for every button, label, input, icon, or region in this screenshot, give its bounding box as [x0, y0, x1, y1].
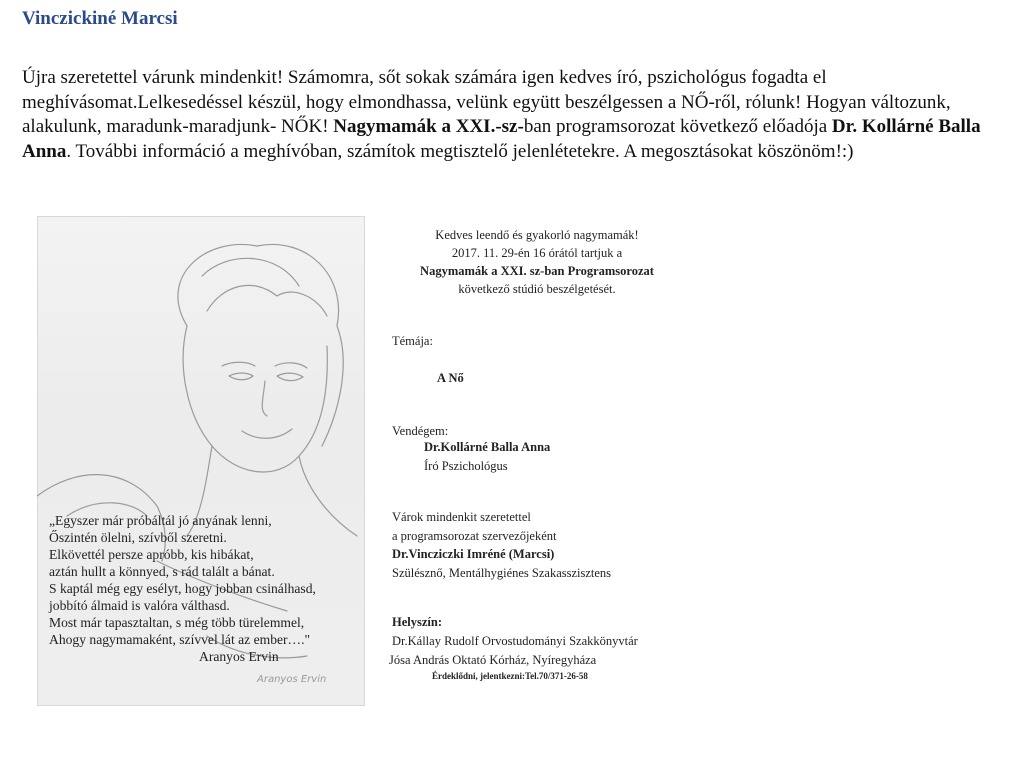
contact-text: Érdeklődni, jelentkezni:Tel.70/371-26-58 — [432, 671, 588, 681]
poem-line: Ahogy nagymamaként, szívvel lát az ember…." — [49, 632, 311, 647]
post-bold-guest: Dr. Kollárné Balla Anna — [22, 116, 981, 162]
guest-role: Író Pszichológus — [424, 459, 508, 473]
date-line: 2017. 11. 29-én 16 órától tartjuk a — [451, 246, 623, 260]
post-text-part2: ban programsorozat következő előadója — [523, 116, 832, 137]
contact-line — [432, 671, 588, 681]
poem-line: Most már tapasztaltan, s még több türelemmel, — [49, 615, 305, 630]
organizer-text: Dr.Vincziczki Imréné (Marcsi) — [392, 547, 555, 561]
series-title — [392, 262, 682, 280]
guest-label: Vendégem: — [392, 424, 449, 438]
organizer-role: Szülésznő, Mentálhygiénes Szakasszisztens — [392, 566, 612, 580]
poem — [49, 512, 359, 665]
post-text-part3: . További információ a meghívóban, számítok megtisztelő jelenlétetekre. A megosztásokat köszönöm!:) — [66, 140, 854, 162]
venue-line-2: Jósa András Oktató Kórház, Nyíregyháza — [389, 653, 597, 667]
poem-line: jobbító álmaid is valóra válthasd. — [49, 598, 230, 613]
poem-line: „Egyszer már próbáltál jó anyának lenni, — [49, 513, 272, 528]
invitation-image[interactable] — [37, 216, 677, 706]
venue-line-1: Dr.Kállay Rudolf Orvostudományi Szakkönyvtár — [392, 634, 638, 648]
topic — [437, 371, 464, 386]
post-text-part1: Újra szeretettel várunk mindenkit! Számomra, sőt sokak számára igen kedves író, pszichológus fogadta el meghívásomat.Lelkesedéssel készül, hogy elmondhassa, velünk együtt beszélgessen a NŐ-ről, rólunk! Hogyan változunk, alakulunk, maradunk-maradjunk- NŐK! — [22, 67, 951, 137]
poem-line: aztán hullt a könnyed, s rád talált a bánat. — [49, 564, 275, 579]
post-bold-series: Nagymamák a XXI.-sz- — [333, 116, 524, 137]
post-text — [22, 66, 1002, 164]
organizer — [392, 547, 554, 562]
topic-text: A Nő — [437, 371, 464, 385]
pencil-sketch — [37, 216, 365, 706]
venue-label — [392, 615, 442, 630]
author-name[interactable]: Vinczickiné Marcsi — [22, 8, 178, 29]
topic-label: Témája: — [392, 334, 433, 348]
poem-line: S kaptál még egy esélyt, hogy jobban csinálhasd, — [49, 581, 316, 596]
poem-author: Aranyos Ervin — [199, 649, 279, 664]
guest-name — [424, 440, 550, 455]
welcome-line-1: Várok mindenkit szeretettel — [392, 510, 531, 524]
poem-line: Elkövettél persze apróbb, kis hibákat, — [49, 547, 254, 562]
next-line: következő stúdió beszélgetését. — [458, 282, 616, 296]
series-title-text: Nagymamák a XXI. sz-ban Programsorozat — [420, 264, 654, 278]
welcome-line-2: a programsorozat szervezőjeként — [392, 529, 557, 543]
greeting: Kedves leendő és gyakorló nagymamák! — [435, 228, 639, 242]
venue-label-text: Helyszín: — [392, 615, 442, 629]
guest-name-text: Dr.Kollárné Balla Anna — [424, 440, 551, 454]
artist-signature: Aranyos Ervin — [257, 674, 327, 685]
poem-line: Őszintén ölelni, szívből szeretni. — [49, 530, 227, 545]
